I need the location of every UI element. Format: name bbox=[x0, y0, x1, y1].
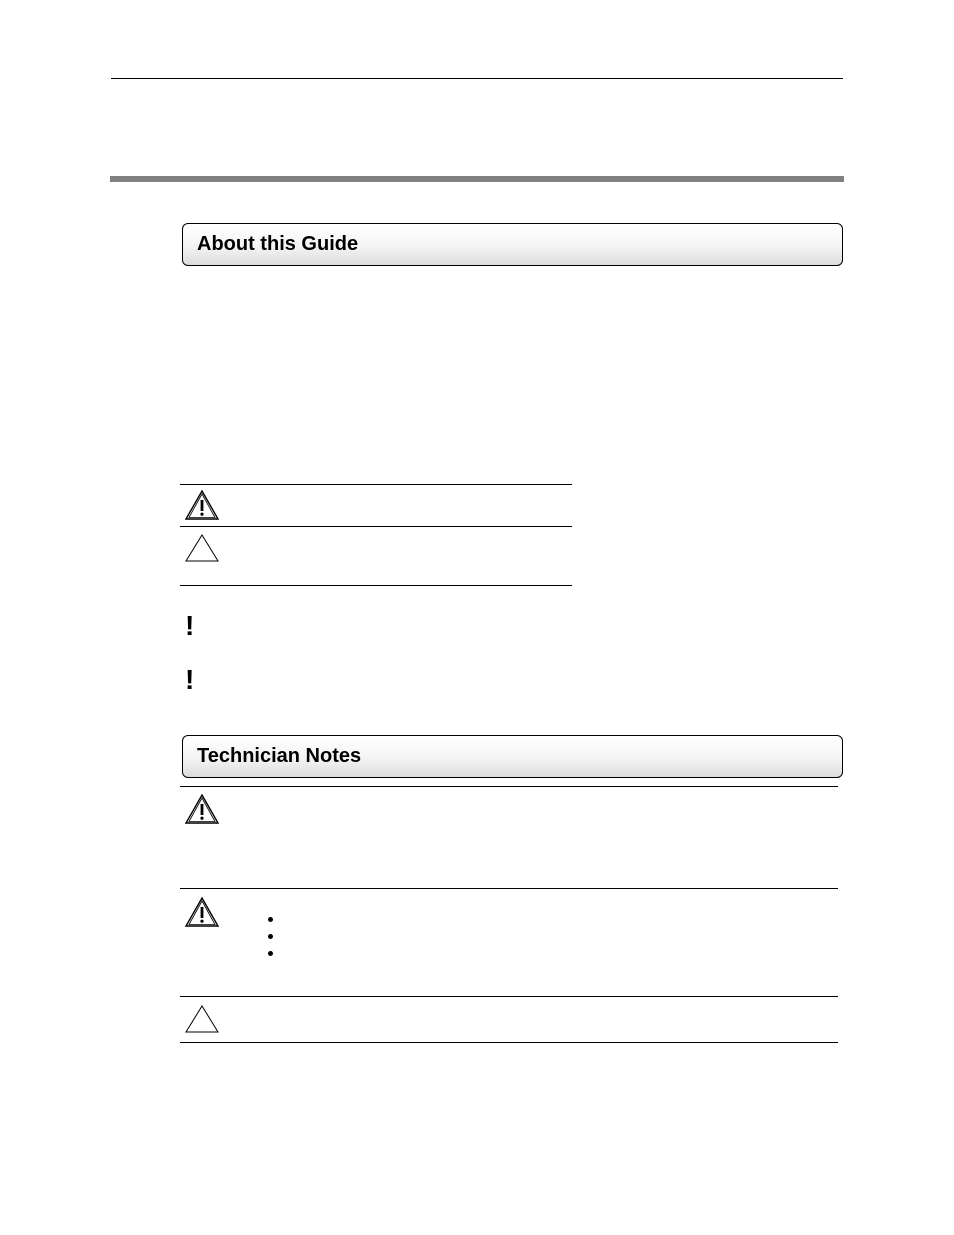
caution-icon bbox=[184, 531, 220, 565]
important-mark: ! bbox=[185, 664, 195, 695]
chapter-rule bbox=[110, 176, 844, 182]
tech-table-bottom-rule bbox=[180, 1042, 838, 1043]
bullet-point bbox=[268, 934, 273, 939]
tech-table-rule-3 bbox=[180, 996, 838, 997]
technician-notes-header bbox=[182, 735, 843, 778]
warning-icon bbox=[184, 895, 220, 929]
notice-table-bottom-rule bbox=[180, 585, 572, 586]
technician-notes-title: Technician Notes bbox=[197, 745, 362, 767]
warning-icon bbox=[184, 792, 220, 826]
about-guide-header bbox=[182, 223, 843, 266]
tech-table-rule-2 bbox=[180, 888, 838, 889]
header-rule bbox=[111, 78, 843, 79]
bullet-point bbox=[268, 951, 273, 956]
notice-table-top-rule bbox=[180, 484, 572, 485]
warning-icon bbox=[184, 488, 220, 522]
about-guide-title: About this Guide bbox=[197, 233, 359, 255]
bullet-point bbox=[268, 917, 273, 922]
notice-table-mid-rule bbox=[180, 526, 572, 527]
important-mark: ! bbox=[185, 610, 195, 641]
tech-table-top-rule bbox=[180, 786, 838, 787]
caution-icon bbox=[184, 1002, 220, 1036]
